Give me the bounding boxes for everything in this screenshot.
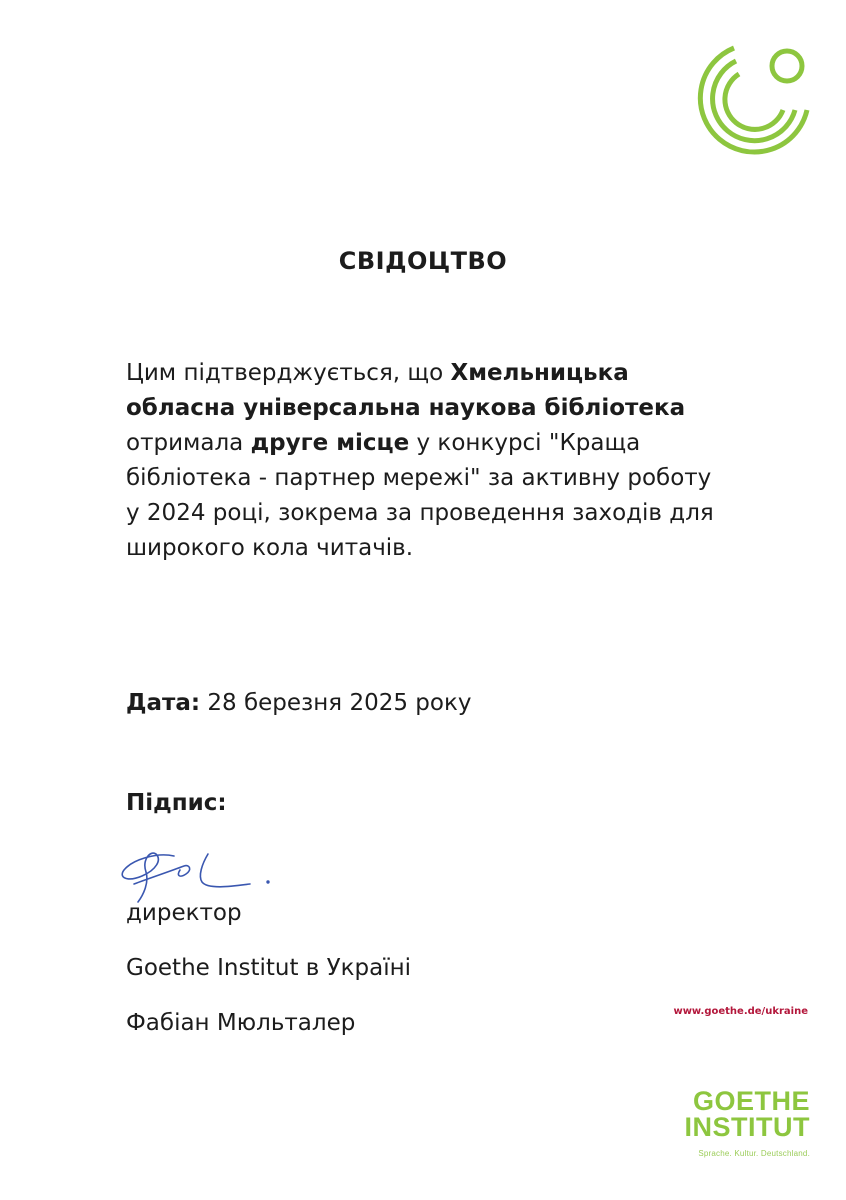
- body-text-part: у конкурсі "Краща бібліотека - партнер мережі" за активну роботу у 2024 році, зокрема за проведення заходів для широкого кола читачів.: [126, 430, 714, 561]
- wordmark-line2: INSTITUT: [684, 1112, 810, 1142]
- body-text-part: отримала: [126, 430, 251, 456]
- signature-label: Підпис:: [126, 790, 227, 816]
- date-label: Дата:: [126, 690, 201, 716]
- certificate-title: СВІДОЦТВО: [338, 247, 508, 275]
- website-url: www.goethe.de/ukraine: [673, 1006, 808, 1017]
- date-line: [126, 686, 471, 721]
- certificate-body: [126, 356, 726, 566]
- signer-name: Фабіан Мюльталер: [126, 1010, 356, 1036]
- signer-position: директор: [126, 900, 242, 926]
- body-text-part: Цим підтверджується, що: [126, 360, 451, 386]
- wordmark-tagline: Sprache. Kultur. Deutschland.: [698, 1149, 810, 1158]
- wordmark-line1: GOETHE: [692, 1086, 810, 1116]
- date-value: 28 березня 2025 року: [200, 690, 472, 716]
- goethe-institut-logo-icon: [694, 42, 812, 158]
- award-place: друге місце: [250, 430, 410, 456]
- signer-organization: Goethe Institut в Україні: [126, 955, 412, 981]
- goethe-institut-wordmark: [685, 1088, 811, 1158]
- handwritten-signature: [116, 846, 286, 906]
- library-name: Хмельницька обласна універсальна наукова бібліотека: [126, 360, 686, 421]
